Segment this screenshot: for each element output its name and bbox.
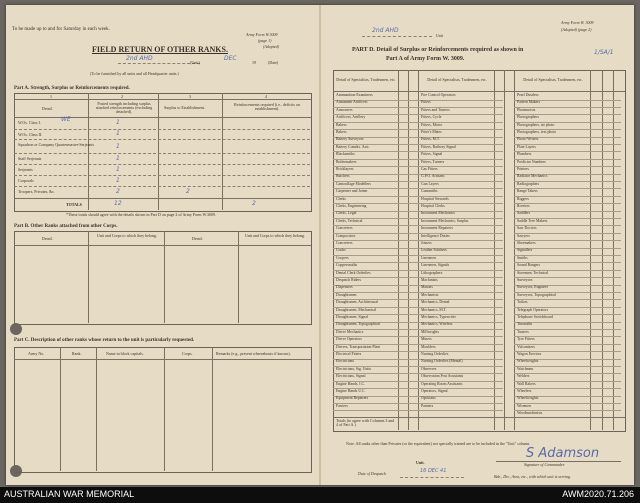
list-item: Wiremen (517, 403, 531, 408)
list-item: Mechanics, M.T. (421, 307, 447, 312)
list-item: Fitters, Cycle (421, 115, 442, 120)
list-item: Clerks, Engineering (336, 204, 367, 208)
list-item: Bakers (336, 122, 347, 127)
table-row: W.Os. Class I. (18, 120, 41, 125)
list-item: Lithographers (421, 270, 443, 275)
list-item: Hospital Clerks (421, 204, 445, 208)
list-item: Photographers, text photo (517, 130, 557, 134)
list-item: Fitters, Turners (421, 159, 445, 164)
list-item: Sawyers (517, 233, 530, 238)
list-item: Telegraph Operators (517, 307, 549, 312)
unit-label: (Unit) (190, 60, 200, 65)
list-item: Nursing Orderlies (421, 352, 449, 356)
partC-header-corps: Corps. (182, 351, 193, 356)
table-row: Corporals (18, 178, 34, 183)
list-item: Watchmen (517, 366, 534, 371)
date-suffix: (Date) (268, 60, 279, 65)
list-item: Observation Post Assistants (421, 374, 464, 379)
list-item: Painters (421, 403, 434, 408)
form-ref-2: (page 1) (258, 38, 272, 43)
list-item: Equipment Repairers (336, 396, 369, 401)
table-row: Serjeants (18, 167, 33, 172)
partC-header-name: Name in block capitals. (106, 351, 144, 356)
list-item: Electricians (336, 359, 354, 364)
list-item: Fitter's Mates (421, 130, 442, 134)
top-note: To be made up to and for Saturday in each week. (12, 27, 110, 32)
right-unit-handwritten: 2nd AHD (372, 27, 399, 34)
page-fold (319, 5, 321, 485)
list-item: Mechanists (421, 292, 439, 297)
list-item: Millwrights (421, 329, 439, 334)
list-item: Driver Mechanics (336, 329, 364, 334)
partC-title: Part C. Description of other ranks whose return to the unit is particularly requested. (14, 338, 195, 343)
list-item: Instrument Repairers (421, 226, 453, 231)
partA-hand-reinf-2: 2 (252, 200, 256, 207)
list-item: Surveyors, Engineer (517, 285, 548, 290)
unit-handwritten: 2nd AHD (126, 55, 153, 62)
partD-col-header-2: Detail of Specialists, Tradesmen, etc. (427, 77, 487, 82)
form-ref-1: Army Form W.3009 (246, 32, 278, 37)
list-item: Battery Comdrs. Asst. (336, 144, 370, 149)
partA-header-strength: Posted strength including surplus attached reinforcements (excluding detached). (95, 101, 153, 114)
list-item: Saddlers (517, 211, 531, 216)
list-item: Wall Rakers (517, 381, 536, 386)
list-item: Draughtsmen, Signal (336, 315, 369, 319)
list-item: Engine Hands, I.C. (336, 381, 365, 386)
table-row-totals: TOTALS (66, 202, 82, 207)
list-item: Sound Rangers (517, 263, 541, 268)
list-item: Driver Operators (336, 337, 362, 342)
document-sheet: To be made up to and for Saturday in each week. Army Form W.3009 (page 1) (Adopted) FIELD RETURN OF OTHER RANKS. 2nd AHD (Unit) DEC 19 (Date) (To be furnished by all units and all Headquarter units.) Part A. Strength, Surplus or Reinforcements required. 1 2 3 4 Detail. Posted strength including surplus attached reinforcements (excluding detached). Surplus to Establishment. Reinforcements required (i.e., deficits on establishment). WE W.Os. Class I. W.Os. Class II. Squadron or Company Quartermaster-Serjeants Staff Serjeants Serjeants Corporals Troopers, Privates, &c. TOTALS 1 1 1 1 1 1 2 12 2 2 *These totals should agree with the details shown in Part D on page 2 of Army Form W.3009. Part B. Other Ranks attached from other Corps. Detail. Unit and Corps to which they belong. Detail. Unit and Corps to which they belong. Part C. Description of other ranks whose return to the unit is particularly requested. Army No. Rank. Name in block capitals. Corps. Remarks (e.g., present whereabouts if known). Army Form W. 3009 (Adopted) (page 2) 2nd AHD Unit PART D. Detail of Surplus or Reinforcements required as shown in Part A of Army Form W. 3009. 1/SA/1 Detail of Specialists, Tradesmen, etc. Detail of Specialists, Tradesmen, etc. Detail of Specialists, Tradesmen, etc. Ammunition Examiners Armament Artificers Armourers Artificers, Artillery Bakers Bakers Battery Surveyors Battery Comdrs. Asst. Blacksmiths Boilermakers Bricklayers Butchers Camouflage Modellers Carpenter and Joiner Clerks Clerks, Engineering Clerks, Legal Clerks, Technical Concreters Compositors Concreters Cooks Coopers Coppersmiths Dental Clerk Orderlies Despatch Riders Dispensers Draughtsmen Draughtsmen, Architectural Draughtsmen, Mechanical Draughtsmen, Signal Draughtsmen, Topographical Driver Mechanics Driver Operators Drivers, Transportation Plant Electrical Fitters Electricians Electricians, Sig. Units Electricians, Signal Engine Hands, I.C. Engine Hands U.C. Equipment Repairers Farriers Fire Control Operators Fitters Fitters and Turners Fitters, Cycle Fitters, Motor Fitter's Mates Fitters, M.T. Fitters, Railway Signal Fitters, Signal Fitters, Turners Gas Fitters G.P.O. Artisans Gun Layers Gunsmiths Hospital Stewards Hospital Clerks Instrument Mechanics Instrument Mechanics, Surplus Instrument Repairers Intelligence Duties Joiners Leather Stitchers Linesmen Linesmen, Signals Lithographers Machinists Masons Mechanists Mechanics, Dental Mechanics, M.T. Mechanics, Typewriter Mechanics, Wireless Millwrights Miners Moulders Nursing Orderlies Nursing Orderlies (Mental) Observers Observation Post Assistants Operating Room Assistants Operators, Signal Opticians Painters Pearl Dustless Pattern Makers Pharmacists Photographers Photographers, air photo Photographers, text photo Photo-Writers Plate Layers Plumbers Predictor Numbers Printers Radiator Mechanics Radiographers Range Takers Riggers Riveters Saddlers Saddle Tree Makers Saw Doctors Sawyers Shoemakers Signallers Smiths Sound Rangers Storemen, Technical Surveyors Surveyors, Engineer Surveyors, Topographical Tailors Telegraph Operators Telephone Switchboard Tinsmiths Turners Tyre Fitters Vulcanizers Wagon Erectors Wheelwrights Watchmen Welders Wall Rakers Wheelers Wheelwrights Wiremen Woodmachinists Totals (to agree with Columns 3 and 4 of Part A.) Note. All ranks other than Privates (or the equivalent) not specially trained are to be included in the "Unit" column. S Adamson Signature of Commander. Bde., Div., Area, etc., with which unit is serving. Unit. Date of Despatch 16 DEC 41 (6, 5, 634, 485)
list-item: Mechanics, Typewriter (421, 315, 456, 319)
list-item: Fitters (421, 100, 431, 105)
partB-header-unit: Unit and Corps to which they belong. (96, 233, 158, 238)
list-item: Clerks, Technical (336, 218, 363, 223)
list-item: Leather Stitchers (421, 248, 447, 253)
list-item: Armourers (336, 107, 353, 112)
partA-note: *These totals should agree with the details shown in Part D on page 2 of Army Form W.3009. (66, 212, 216, 217)
list-item: Fitters, Railway Signal (421, 144, 456, 149)
list-item: Drivers, Transportation Plant (336, 344, 381, 349)
list-item: Coopers (336, 255, 349, 260)
list-item: Boilermakers (336, 159, 357, 164)
table-row: Staff Serjeants (18, 156, 42, 161)
table-row: Squadron or Company Quartermaster-Serjeants (18, 142, 95, 147)
list-item: Bakers (336, 130, 347, 134)
list-item: Dental Clerk Orderlies (336, 270, 371, 275)
partC-table (14, 347, 312, 473)
list-item: Fitters, M.T. (421, 137, 440, 142)
list-item: Moulders (421, 344, 436, 349)
list-item: Smiths (517, 255, 528, 260)
form-ref-3: (Adopted) (263, 44, 279, 49)
list-item: Wheelwrights (517, 396, 539, 401)
list-item: Pattern Makers (517, 100, 541, 105)
list-item: Bricklayers (336, 167, 354, 171)
partA-header-detail: Detail. (42, 106, 53, 111)
list-item: Tailors (517, 300, 528, 305)
right-form-ref-1: Army Form W. 3009 (561, 20, 594, 25)
footer-right: AWM2020.71.206 (562, 489, 634, 499)
partD-title: PART D. Detail of Surplus or Reinforcements required as shown in (352, 47, 524, 53)
archive-footer (0, 487, 640, 503)
list-item: Gunsmiths (421, 189, 438, 194)
row-divider (418, 410, 503, 411)
row-divider (514, 203, 621, 204)
partA-hand-reinf-1: 2 (186, 188, 190, 195)
partD-table (333, 70, 626, 432)
list-item: Electrical Fitters (336, 352, 362, 356)
list-item: Nursing Orderlies (Mental) (421, 359, 463, 364)
row-divider (514, 373, 621, 374)
partD-col-header-3: Detail of Specialists, Tradesmen, etc. (523, 77, 583, 82)
partA-title: Part A. Strength, Surplus or Reinforcements required. (14, 86, 130, 91)
table-row: Troopers, Privates, &c. (18, 189, 56, 194)
list-item: Coppersmiths (336, 263, 358, 268)
partD-title-2: Part A of Army Form W. 3009. (386, 56, 465, 62)
list-item: Telephone Switchboard (517, 315, 553, 319)
list-item: Tyre Fitters (517, 337, 535, 342)
list-item: Surveyors (517, 278, 533, 282)
list-item: Machinists (421, 278, 438, 282)
table-row: W.Os. Class II. (18, 132, 43, 137)
list-item: Draughtsmen, Topographical (336, 322, 381, 327)
list-item: Opticians (421, 396, 436, 401)
list-item: Hospital Stewards (421, 196, 449, 201)
list-item: Predictor Numbers (517, 159, 546, 164)
partB-header-detail: Detail. (42, 236, 53, 241)
despatch-label: Date of Despatch (358, 471, 386, 476)
list-item: Range Takers (517, 189, 538, 194)
row-divider (514, 255, 621, 256)
list-item: Signallers (517, 248, 533, 253)
list-item: Electricians, Sig. Units (336, 366, 372, 371)
list-item: Wagon Erectors (517, 352, 542, 356)
list-item: Battery Surveyors (336, 137, 364, 142)
despatch-handwritten: 16 DEC 41 (420, 468, 447, 474)
list-item: Cooks (336, 248, 346, 253)
list-item: Observers (421, 366, 437, 371)
list-item: Photographers (517, 115, 539, 120)
list-item: Artificers, Artillery (336, 115, 366, 120)
list-item: Radiographers (517, 181, 540, 186)
partC-header-remarks: Remarks (e.g., present whereabouts if known). (216, 351, 291, 356)
subtitle: (To be furnished by all units and all Headquarter units.) (90, 71, 179, 76)
list-item: Operators, Signal (421, 389, 448, 393)
row-divider (333, 410, 418, 411)
list-item: Draughtsmen (336, 292, 357, 297)
partA-header-reinf: Reinforcements required (i.e., deficits on establishment). (234, 102, 300, 111)
list-item: Farriers (336, 403, 348, 408)
row-divider (514, 299, 621, 300)
list-item: Gas Fitters (421, 167, 438, 171)
footer-left: AUSTRALIAN WAR MEMORIAL (4, 489, 135, 499)
list-item: Pharmacists (517, 107, 536, 112)
list-item: Turners (517, 329, 529, 334)
unit2-label: Unit. (416, 460, 425, 465)
partB-header-detail-2: Detail. (192, 236, 203, 241)
list-item: Despatch Riders (336, 278, 361, 282)
list-item: Miners (421, 337, 432, 342)
partB-title: Part B. Other Ranks attached from other Corps. (14, 224, 118, 229)
list-item: Draughtsmen, Architectural (336, 300, 379, 305)
list-item: Operating Room Assistants (421, 381, 463, 386)
list-item: Joiners (421, 241, 432, 245)
list-item: Engine Hands U.C. (336, 389, 366, 393)
form-title: FIELD RETURN OF OTHER RANKS. (92, 45, 228, 54)
list-item: Draughtsmen, Mechanical (336, 307, 377, 312)
partA-header-surplus: Surplus to Establishment. (164, 105, 205, 110)
list-item: Concreters (336, 241, 353, 245)
partA-hand-detail: WE (61, 116, 71, 123)
list-item: Gun Layers (421, 181, 439, 186)
list-item: Instrument Mechanics (421, 211, 455, 216)
list-item: Saddle Tree Makers (517, 218, 548, 223)
list-item: Pearl Dustless (517, 93, 539, 97)
partB-header-unit-2: Unit and Corps to which they belong. (244, 233, 306, 238)
list-item: Shoemakers (517, 241, 536, 245)
list-item: Masons (421, 285, 433, 290)
partC-header-armyno: Army No. (28, 351, 45, 356)
list-item: Fitters and Turners (421, 107, 450, 112)
list-item: Compositors (336, 233, 356, 238)
list-item: Radiator Mechanics (517, 174, 548, 179)
list-item: Mechanics, Dental (421, 300, 450, 305)
list-item: Mechanics, Wireless (421, 322, 453, 327)
row-divider (514, 329, 621, 330)
list-item: Storemen, Technical (517, 270, 549, 275)
signature-label: Signature of Commander. (524, 462, 565, 467)
list-item: Dispensers (336, 285, 353, 290)
list-item: Plate Layers (517, 144, 536, 149)
list-item: Butchers (336, 174, 350, 179)
list-item: Wheelwrights (517, 359, 539, 364)
totals-label: Totals (to agree with Columns 3 and 4 of Part A.) (336, 418, 395, 427)
list-item: Carpenter and Joiner (336, 189, 368, 194)
list-item: Fitters, Signal (421, 152, 443, 157)
list-item: Clerks (336, 196, 346, 201)
signature-sub: Bde., Div., Area, etc., with which unit is serving. (494, 474, 572, 479)
list-item: Concreters (336, 226, 353, 231)
date-handwritten: DEC (224, 55, 237, 62)
row-divider (514, 166, 621, 167)
footnote: Note. All ranks other than Privates (or the equivalent) not specially trained are to be included in the "Unit" column. (346, 441, 531, 446)
list-item: Blacksmiths (336, 152, 355, 157)
list-item: Saw Doctors (517, 226, 537, 231)
list-item: Fitters, Motor (421, 122, 443, 127)
list-item: Welders (517, 374, 530, 379)
list-item: Wheelers (517, 389, 532, 393)
right-form-ref-2: (Adopted) (page 2) (561, 27, 592, 32)
list-item: Surveyors, Topographical (517, 292, 557, 297)
list-item: Armament Artificers (336, 100, 368, 105)
list-item: Instrument Mechanics, Surplus (421, 218, 469, 223)
signature-handwritten: S Adamson (526, 446, 600, 461)
date-label: 19 (252, 60, 256, 65)
list-item: Linesmen, Signals (421, 263, 450, 268)
row-divider (514, 233, 621, 234)
right-unit-label: Unit (436, 33, 444, 38)
list-item: Electricians, Signal (336, 374, 366, 379)
partC-header-rank: Rank. (72, 351, 82, 356)
list-item: Clerks, Legal (336, 211, 357, 216)
list-item: Photo-Writers (517, 137, 539, 142)
row-divider (514, 196, 621, 197)
list-item: Riveters (517, 204, 530, 208)
list-item: Linesmen (421, 255, 436, 260)
list-item: Tinsmiths (517, 322, 533, 327)
list-item: Riggers (517, 196, 529, 201)
partD-handwritten: 1/SA/1 (594, 49, 614, 56)
list-item: Printers (517, 167, 529, 171)
list-item: Ammunition Examiners (336, 93, 373, 97)
list-item: Intelligence Duties (421, 233, 450, 238)
list-item: Vulcanizers (517, 344, 535, 349)
list-item: Plumbers (517, 152, 532, 157)
partD-col-header-1: Detail of Specialists, Tradesmen, etc. (336, 77, 396, 82)
list-item: Woodmachinists (517, 411, 543, 416)
list-item: Camouflage Modellers (336, 181, 371, 186)
list-item: Fire Control Operators (421, 93, 456, 97)
list-item: G.P.O. Artisans (421, 174, 445, 179)
list-item: Photographers, air photo (517, 122, 555, 127)
